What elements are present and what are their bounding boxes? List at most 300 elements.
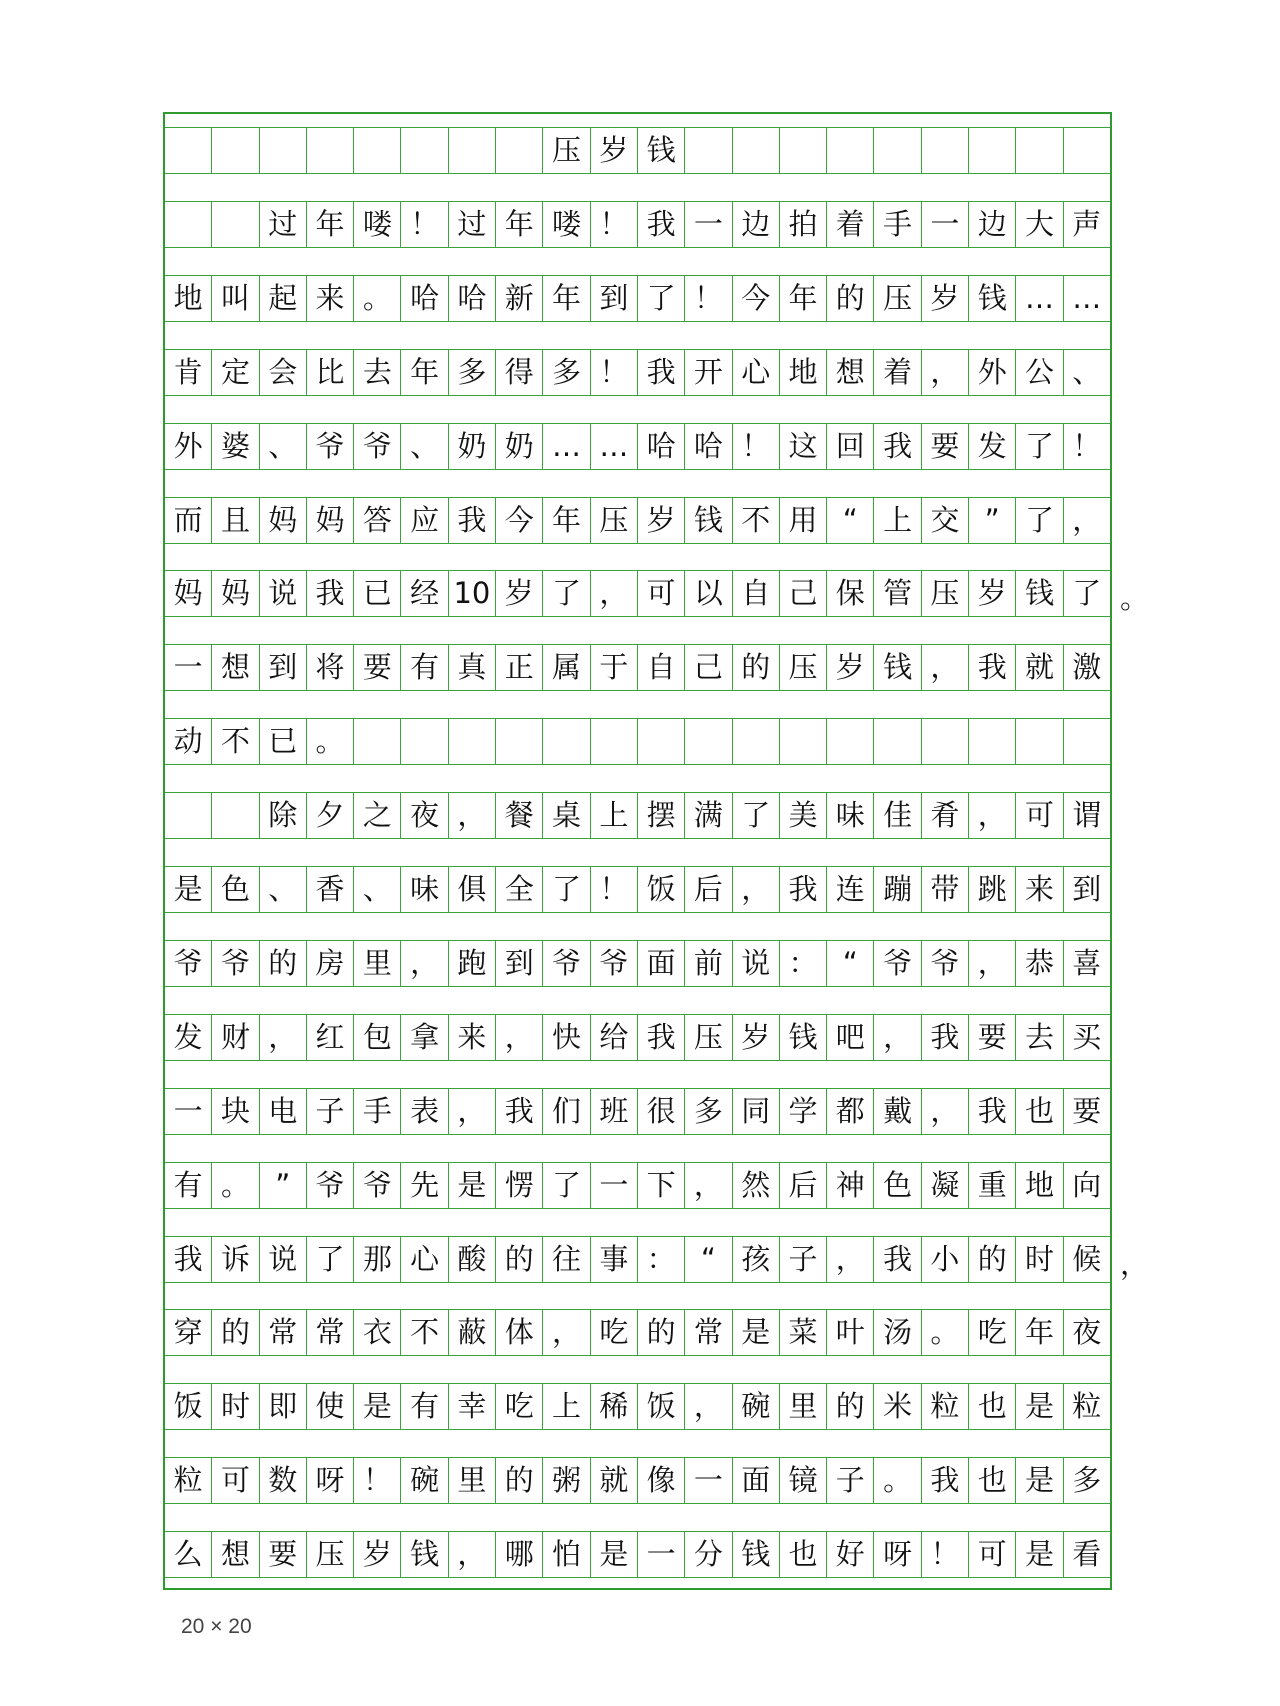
grid-cell: 也: [1015, 1089, 1062, 1134]
grid-cell: 粒: [173, 1463, 203, 1498]
grid-cell: 哈: [637, 424, 684, 469]
grid-cell: 来: [306, 276, 353, 321]
grid-cell: 了: [1063, 571, 1110, 616]
grid-cell: 己: [684, 645, 731, 690]
grid-cell: 爷: [921, 941, 968, 986]
grid-cell: 岁: [968, 571, 1015, 616]
grid-cell: 美: [779, 793, 826, 838]
grid-cell: 碗: [400, 1458, 447, 1503]
grid-row: [165, 940, 1110, 987]
grid-cell: 经: [400, 571, 447, 616]
grid-cell: 爷: [173, 945, 203, 980]
grid-cell: 公: [1015, 350, 1062, 395]
grid-cell: 地: [779, 350, 826, 395]
grid-cell: 说: [732, 941, 779, 986]
grid-cell: 我: [173, 1241, 203, 1276]
grid-cell: [400, 719, 447, 764]
hanging-punctuation: ，: [1120, 1246, 1150, 1281]
grid-cell: 哈: [684, 424, 731, 469]
grid-cell: 婆: [211, 424, 258, 469]
grid-cell: 来: [448, 1015, 495, 1060]
grid-cell: 么: [173, 1537, 203, 1572]
grid-size-label: 20 × 20: [181, 1615, 252, 1638]
grid-row: [165, 644, 1110, 691]
grid-cell: 连: [826, 867, 873, 912]
grid-cell: 也: [968, 1458, 1015, 1503]
grid-cell: 年: [779, 276, 826, 321]
grid-cell: 就: [1015, 645, 1062, 690]
grid-cell: [211, 128, 258, 173]
grid-cell: 应: [400, 498, 447, 543]
grid-cell: ，: [732, 867, 779, 912]
grid-cell: 而: [173, 502, 203, 537]
grid-cell: 得: [495, 350, 542, 395]
grid-cell: 我: [637, 1015, 684, 1060]
grid-cell: 的: [211, 1310, 258, 1355]
grid-cell: 我: [873, 1237, 920, 1282]
grid-cell: 我: [306, 571, 353, 616]
grid-cell: 奶: [495, 424, 542, 469]
grid-cell: 说: [259, 1237, 306, 1282]
grid-cell: 新: [495, 276, 542, 321]
grid-cell: ，: [259, 1015, 306, 1060]
grid-cell: 发: [968, 424, 1015, 469]
grid-cell: ！: [684, 276, 731, 321]
grid-cell: 保: [826, 571, 873, 616]
grid-cell: 到: [1063, 867, 1110, 912]
grid-cell: 是: [1015, 1458, 1062, 1503]
grid-cell: 上: [590, 793, 637, 838]
grid-cell: [921, 719, 968, 764]
grid-cell: ！: [921, 1532, 968, 1577]
grid-cell: 钱: [968, 276, 1015, 321]
grid-cell: 到: [259, 645, 306, 690]
grid-cell: 是: [732, 1310, 779, 1355]
grid-cell: [448, 719, 495, 764]
grid-cell: 要: [1063, 1089, 1110, 1134]
grid-cell: 且: [211, 498, 258, 543]
grid-cell: 心: [732, 350, 779, 395]
grid-cell: 叫: [211, 276, 258, 321]
grid-cell: 激: [1063, 645, 1110, 690]
grid-cell: 肯: [173, 354, 203, 389]
grid-cell: 已: [259, 719, 306, 764]
grid-cell: [873, 719, 920, 764]
grid-row: [165, 1383, 1110, 1430]
grid-cell: 了: [1015, 498, 1062, 543]
grid-cell: [353, 128, 400, 173]
grid-cell: [495, 719, 542, 764]
grid-cell: 这: [779, 424, 826, 469]
grid-row: [165, 1014, 1110, 1061]
grid-cell: 饭: [637, 867, 684, 912]
grid-cell: [165, 202, 211, 247]
grid-cell: ：: [637, 1237, 684, 1282]
grid-cell: 爷: [211, 941, 258, 986]
grid-cell: 妈: [211, 571, 258, 616]
grid-cell: 着: [826, 202, 873, 247]
grid-cell: 粥: [542, 1458, 589, 1503]
grid-cell: 房: [306, 941, 353, 986]
grid-cell: 压: [684, 1015, 731, 1060]
grid-cell: 也: [779, 1532, 826, 1577]
grid-row: [165, 866, 1110, 913]
grid-cell: 粒: [921, 1384, 968, 1429]
grid-cell: 蔽: [448, 1310, 495, 1355]
grid-cell: 了: [306, 1237, 353, 1282]
grid-cell: 好: [826, 1532, 873, 1577]
grid-cell: 里: [779, 1384, 826, 1429]
grid-cell: 哈: [448, 276, 495, 321]
grid-cell: 爷: [306, 1163, 353, 1208]
grid-cell: 的: [259, 941, 306, 986]
grid-cell: 是: [448, 1163, 495, 1208]
grid-cell: 喽: [542, 202, 589, 247]
grid-cell: 压: [590, 498, 637, 543]
grid-cell: 色: [873, 1163, 920, 1208]
grid-cell: 正: [495, 645, 542, 690]
grid-cell: 我: [921, 1015, 968, 1060]
grid-cell: 到: [590, 276, 637, 321]
grid-cell: ，: [968, 941, 1015, 986]
grid-cell: ，: [495, 1015, 542, 1060]
grid-cell: ，: [542, 1310, 589, 1355]
grid-cell: 年: [400, 350, 447, 395]
grid-cell: 幸: [448, 1384, 495, 1429]
grid-cell: 可: [211, 1458, 258, 1503]
grid-cell: ，: [826, 1237, 873, 1282]
grid-cell: 压: [873, 276, 920, 321]
grid-cell: 就: [590, 1458, 637, 1503]
grid-cell: 酸: [448, 1237, 495, 1282]
grid-cell: 是: [590, 1532, 637, 1577]
grid-cell: 以: [684, 571, 731, 616]
grid-cell: 了: [732, 793, 779, 838]
grid-cell: 我: [873, 424, 920, 469]
grid-cell: 蹦: [873, 867, 920, 912]
grid-cell: 年: [1015, 1310, 1062, 1355]
grid-cell: ！: [590, 867, 637, 912]
grid-cell: 是: [1015, 1384, 1062, 1429]
grid-cell: 分: [684, 1532, 731, 1577]
grid-cell: 衣: [353, 1310, 400, 1355]
grid-cell: 声: [1063, 202, 1110, 247]
grid-cell: 钱: [637, 128, 684, 173]
grid-cell: 可: [968, 1532, 1015, 1577]
grid-cell: 。: [873, 1458, 920, 1503]
grid-cell: 使: [306, 1384, 353, 1429]
grid-cell: ，: [1063, 498, 1110, 543]
grid-cell: 都: [826, 1089, 873, 1134]
grid-cell: 到: [495, 941, 542, 986]
grid-cell: 上: [542, 1384, 589, 1429]
grid-cell: 岁: [826, 645, 873, 690]
grid-cell: 跳: [968, 867, 1015, 912]
grid-cell: ！: [1063, 424, 1110, 469]
grid-cell: 夜: [1063, 1310, 1110, 1355]
grid-cell: 要: [921, 424, 968, 469]
grid-cell: 回: [826, 424, 873, 469]
grid-cell: 味: [826, 793, 873, 838]
grid-cell: 着: [873, 350, 920, 395]
grid-cell: 肴: [921, 793, 968, 838]
hanging-punctuation: 。: [1120, 581, 1150, 616]
grid-cell: 大: [1015, 202, 1062, 247]
grid-row: [165, 1162, 1110, 1209]
grid-cell: 多: [448, 350, 495, 395]
grid-cell: 多: [1063, 1458, 1110, 1503]
grid-cell: 往: [542, 1237, 589, 1282]
grid-cell: [1063, 719, 1110, 764]
grid-cell: 了: [542, 867, 589, 912]
grid-cell: 全: [495, 867, 542, 912]
grid-cell: 有: [400, 645, 447, 690]
grid-cell: ，: [921, 645, 968, 690]
grid-cell: 电: [259, 1089, 306, 1134]
grid-cell: 是: [173, 872, 203, 906]
grid-cell: 了: [637, 276, 684, 321]
grid-cell: 哪: [495, 1532, 542, 1577]
grid-cell: 的: [732, 645, 779, 690]
grid-cell: 年: [306, 202, 353, 247]
grid-cell: 餐: [495, 793, 542, 838]
grid-cell: [873, 128, 920, 173]
grid-cell: 一: [637, 1532, 684, 1577]
grid-cell: 岁: [732, 1015, 779, 1060]
grid-cell: 里: [353, 941, 400, 986]
grid-cell: 常: [306, 1310, 353, 1355]
grid-cell: 可: [1015, 793, 1062, 838]
grid-cell: 爷: [542, 941, 589, 986]
grid-cell: 压: [921, 571, 968, 616]
grid-cell: 自: [732, 571, 779, 616]
grid-cell: [826, 719, 873, 764]
grid-cell: ，: [448, 1089, 495, 1134]
grid-cell: “: [826, 498, 873, 543]
grid-cell: 起: [259, 276, 306, 321]
grid-cell: 哈: [400, 276, 447, 321]
grid-cell: 想: [826, 350, 873, 395]
grid-cell: 时: [1015, 1237, 1062, 1282]
grid-cell: …: [1063, 276, 1110, 321]
grid-cell: 子: [826, 1458, 873, 1503]
grid-cell: 钱: [732, 1532, 779, 1577]
grid-cell: 有: [400, 1384, 447, 1429]
grid-cell: 红: [306, 1015, 353, 1060]
grid-cell: 们: [542, 1089, 589, 1134]
grid-cell: 、: [259, 424, 306, 469]
grid-cell: 下: [637, 1163, 684, 1208]
grid-cell: 不: [400, 1310, 447, 1355]
grid-cell: 年: [542, 276, 589, 321]
grid-cell: 的: [968, 1237, 1015, 1282]
grid-cell: 的: [826, 276, 873, 321]
grid-cell: 我: [968, 1089, 1015, 1134]
grid-row: [165, 127, 1110, 174]
grid-cell: 一: [173, 1093, 203, 1128]
grid-cell: 碗: [732, 1384, 779, 1429]
grid-cell: 了: [542, 1163, 589, 1208]
grid-cell: 。: [921, 1310, 968, 1355]
grid-row: [165, 570, 1110, 617]
grid-cell: [779, 719, 826, 764]
grid-cell: 爷: [353, 424, 400, 469]
grid-cell: 。: [306, 719, 353, 764]
grid-cell: 跑: [448, 941, 495, 986]
grid-cell: …: [1015, 276, 1062, 321]
grid-cell: 妈: [173, 576, 203, 611]
grid-cell: 吧: [826, 1015, 873, 1060]
grid-cell: 常: [684, 1310, 731, 1355]
grid-row: [165, 1088, 1110, 1135]
grid-cell: [1015, 128, 1062, 173]
grid-cell: 我: [921, 1458, 968, 1503]
grid-cell: 想: [211, 645, 258, 690]
grid-cell: [637, 719, 684, 764]
grid-cell: 先: [400, 1163, 447, 1208]
grid-cell: 事: [590, 1237, 637, 1282]
grid-cell: ！: [353, 1458, 400, 1503]
grid-cell: 拿: [400, 1015, 447, 1060]
grid-cell: 过: [259, 202, 306, 247]
grid-cell: 爷: [873, 941, 920, 986]
grid-cell: ，: [448, 1532, 495, 1577]
grid-cell: 不: [732, 498, 779, 543]
grid-cell: 我: [448, 498, 495, 543]
grid-cell: 钱: [873, 645, 920, 690]
grid-cell: 面: [637, 941, 684, 986]
grid-cell: 属: [542, 645, 589, 690]
grid-cell: 了: [542, 571, 589, 616]
grid-row: [165, 1457, 1110, 1504]
grid-cell: 。: [353, 276, 400, 321]
grid-cell: 。: [211, 1163, 258, 1208]
grid-cell: 后: [779, 1163, 826, 1208]
grid-cell: 带: [921, 867, 968, 912]
grid-cell: “: [826, 941, 873, 986]
grid-cell: 比: [306, 350, 353, 395]
grid-row: [165, 1309, 1110, 1356]
grid-cell: 的: [495, 1237, 542, 1282]
grid-cell: 爷: [353, 1163, 400, 1208]
grid-row: [165, 423, 1110, 470]
grid-cell: [400, 128, 447, 173]
grid-cell: [211, 793, 258, 838]
grid-cell: 边: [732, 202, 779, 247]
grid-cell: 向: [1063, 1163, 1110, 1208]
grid-cell: 常: [259, 1310, 306, 1355]
grid-cell: 除: [259, 793, 306, 838]
grid-cell: 桌: [542, 793, 589, 838]
grid-cell: 妈: [259, 498, 306, 543]
grid-cell: 手: [873, 202, 920, 247]
grid-cell: [165, 128, 211, 173]
grid-cell: ！: [400, 202, 447, 247]
grid-cell: 吃: [495, 1384, 542, 1429]
grid-cell: [542, 719, 589, 764]
grid-cell: 动: [173, 724, 203, 759]
grid-cell: …: [542, 424, 589, 469]
grid-cell: 不: [211, 719, 258, 764]
grid-cell: 镜: [779, 1458, 826, 1503]
grid-cell: 年: [542, 498, 589, 543]
grid-cell: 岁: [353, 1532, 400, 1577]
grid-row: [165, 1531, 1110, 1578]
grid-cell: 钱: [684, 498, 731, 543]
grid-cell: 、: [400, 424, 447, 469]
grid-cell: 手: [353, 1089, 400, 1134]
grid-cell: 管: [873, 571, 920, 616]
grid-cell: 压: [306, 1532, 353, 1577]
grid-cell: 用: [779, 498, 826, 543]
grid-cell: 岁: [590, 128, 637, 173]
grid-cell: 摆: [637, 793, 684, 838]
grid-cell: 答: [353, 498, 400, 543]
grid-cell: [165, 793, 211, 838]
grid-cell: 我: [779, 867, 826, 912]
grid-cell: 有: [173, 1167, 203, 1202]
grid-cell: [1063, 128, 1110, 173]
grid-cell: 外: [173, 428, 203, 463]
grid-cell: 心: [400, 1237, 447, 1282]
grid-cell: 稀: [590, 1384, 637, 1429]
grid-cell: 多: [542, 350, 589, 395]
grid-cell: [448, 128, 495, 173]
grid-cell: 多: [684, 1089, 731, 1134]
grid-cell: 候: [1063, 1237, 1110, 1282]
grid-cell: 说: [259, 571, 306, 616]
grid-cell: 子: [779, 1237, 826, 1282]
grid-cell: [732, 719, 779, 764]
grid-cell: [353, 719, 400, 764]
grid-cell: 里: [448, 1458, 495, 1503]
grid-cell: [211, 202, 258, 247]
grid-cell: 夜: [400, 793, 447, 838]
grid-cell: 凝: [921, 1163, 968, 1208]
grid-cell: 钱: [1015, 571, 1062, 616]
grid-cell: 看: [1063, 1532, 1110, 1577]
grid-cell: 自: [637, 645, 684, 690]
grid-row: [165, 1236, 1110, 1283]
grid-cell: 去: [353, 350, 400, 395]
grid-cell: ，: [590, 571, 637, 616]
grid-cell: ：: [779, 941, 826, 986]
grid-cell: 要: [968, 1015, 1015, 1060]
grid-cell: ，: [921, 1089, 968, 1134]
grid-cell: 边: [968, 202, 1015, 247]
grid-cell: 同: [732, 1089, 779, 1134]
grid-cell: 、: [259, 867, 306, 912]
grid-cell: [495, 128, 542, 173]
grid-cell: 小: [921, 1237, 968, 1282]
grid-cell: 要: [353, 645, 400, 690]
grid-cell: 今: [732, 276, 779, 321]
grid-cell: 了: [1015, 424, 1062, 469]
grid-cell: 于: [590, 645, 637, 690]
grid-cell: 饭: [173, 1389, 203, 1424]
grid-cell: [779, 128, 826, 173]
grid-cell: 然: [732, 1163, 779, 1208]
grid-cell: 一: [921, 202, 968, 247]
grid-cell: 真: [448, 645, 495, 690]
grid-cell: ，: [684, 1384, 731, 1429]
grid-cell: 我: [637, 202, 684, 247]
grid-cell: 时: [211, 1384, 258, 1429]
grid-row: [165, 792, 1110, 839]
grid-cell: 学: [779, 1089, 826, 1134]
grid-cell: [1015, 719, 1062, 764]
grid-cell: 米: [873, 1384, 920, 1429]
